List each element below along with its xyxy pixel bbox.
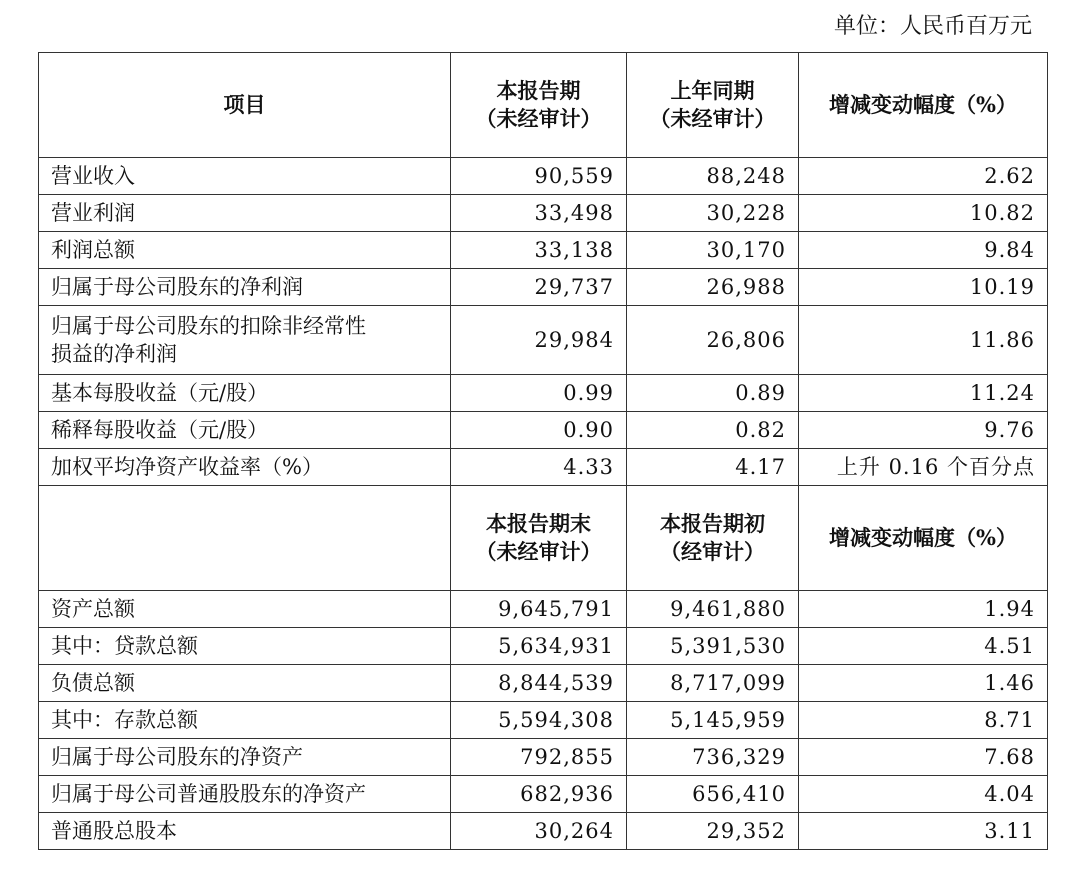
prior-value: 30,228 [627, 195, 799, 232]
change-value: 4.51 [799, 628, 1048, 665]
row-label: 资产总额 [39, 591, 451, 628]
table-row [39, 813, 1048, 850]
change-value: 3.11 [799, 813, 1048, 850]
change-value: 9.84 [799, 232, 1048, 269]
table-row [39, 158, 1048, 195]
current-value: 90,559 [451, 158, 627, 195]
table-row [39, 269, 1048, 306]
row-label: 加权平均净资产收益率（%） [39, 449, 451, 486]
change-value: 上升 0.16 个百分点 [799, 449, 1048, 486]
table-header-period [39, 53, 1048, 158]
header-item-blank [39, 486, 451, 591]
current-value: 4.33 [451, 449, 627, 486]
prior-value: 0.89 [627, 375, 799, 412]
change-value: 11.86 [799, 306, 1048, 375]
row-label: 基本每股收益（元/股） [39, 375, 451, 412]
table-row [39, 628, 1048, 665]
end-value: 9,645,791 [451, 591, 627, 628]
begin-value: 9,461,880 [627, 591, 799, 628]
row-label: 营业收入 [39, 158, 451, 195]
current-value: 0.99 [451, 375, 627, 412]
change-value: 9.76 [799, 412, 1048, 449]
current-value: 29,737 [451, 269, 627, 306]
end-value: 8,844,539 [451, 665, 627, 702]
row-label: 归属于母公司股东的扣除非经常性 损益的净利润 [39, 306, 451, 375]
prior-value: 0.82 [627, 412, 799, 449]
table-row [39, 412, 1048, 449]
end-value: 792,855 [451, 739, 627, 776]
row-label: 其中：贷款总额 [39, 628, 451, 665]
table-row [39, 591, 1048, 628]
prior-value: 30,170 [627, 232, 799, 269]
end-value: 5,594,308 [451, 702, 627, 739]
change-value: 1.46 [799, 665, 1048, 702]
row-label: 归属于母公司股东的净资产 [39, 739, 451, 776]
table-row [39, 306, 1048, 375]
table-row [39, 776, 1048, 813]
begin-value: 5,391,530 [627, 628, 799, 665]
header-change-pct: 增减变动幅度（%） [799, 486, 1048, 591]
header-change-pct: 增减变动幅度（%） [799, 53, 1048, 158]
prior-value: 26,988 [627, 269, 799, 306]
header-current-period: 本报告期 （未经审计） [451, 53, 627, 158]
table-header-balance [39, 486, 1048, 591]
row-label: 归属于母公司股东的净利润 [39, 269, 451, 306]
begin-value: 29,352 [627, 813, 799, 850]
current-value: 33,498 [451, 195, 627, 232]
change-value: 2.62 [799, 158, 1048, 195]
prior-value: 88,248 [627, 158, 799, 195]
header-prior-period: 上年同期 （未经审计） [627, 53, 799, 158]
row-label: 负债总额 [39, 665, 451, 702]
prior-value: 26,806 [627, 306, 799, 375]
change-value: 4.04 [799, 776, 1048, 813]
current-value: 29,984 [451, 306, 627, 375]
table-row [39, 702, 1048, 739]
current-value: 33,138 [451, 232, 627, 269]
row-label: 普通股总股本 [39, 813, 451, 850]
row-label: 其中：存款总额 [39, 702, 451, 739]
begin-value: 5,145,959 [627, 702, 799, 739]
table-row [39, 375, 1048, 412]
prior-value: 4.17 [627, 449, 799, 486]
begin-value: 736,329 [627, 739, 799, 776]
table-row [39, 739, 1048, 776]
header-item: 项目 [39, 53, 451, 158]
row-label: 营业利润 [39, 195, 451, 232]
end-value: 682,936 [451, 776, 627, 813]
begin-value: 8,717,099 [627, 665, 799, 702]
change-value: 1.94 [799, 591, 1048, 628]
header-period-begin: 本报告期初 （经审计） [627, 486, 799, 591]
end-value: 5,634,931 [451, 628, 627, 665]
financial-summary-table [38, 52, 1048, 850]
row-label: 稀释每股收益（元/股） [39, 412, 451, 449]
table-row [39, 195, 1048, 232]
change-value: 10.82 [799, 195, 1048, 232]
end-value: 30,264 [451, 813, 627, 850]
row-label: 归属于母公司普通股股东的净资产 [39, 776, 451, 813]
unit-label: 单位：人民币百万元 [833, 14, 1032, 39]
change-value: 10.19 [799, 269, 1048, 306]
current-value: 0.90 [451, 412, 627, 449]
table-row [39, 232, 1048, 269]
change-value: 7.68 [799, 739, 1048, 776]
begin-value: 656,410 [627, 776, 799, 813]
header-period-end: 本报告期末 （未经审计） [451, 486, 627, 591]
row-label: 利润总额 [39, 232, 451, 269]
table-row [39, 449, 1048, 486]
change-value: 11.24 [799, 375, 1048, 412]
table-row [39, 665, 1048, 702]
change-value: 8.71 [799, 702, 1048, 739]
